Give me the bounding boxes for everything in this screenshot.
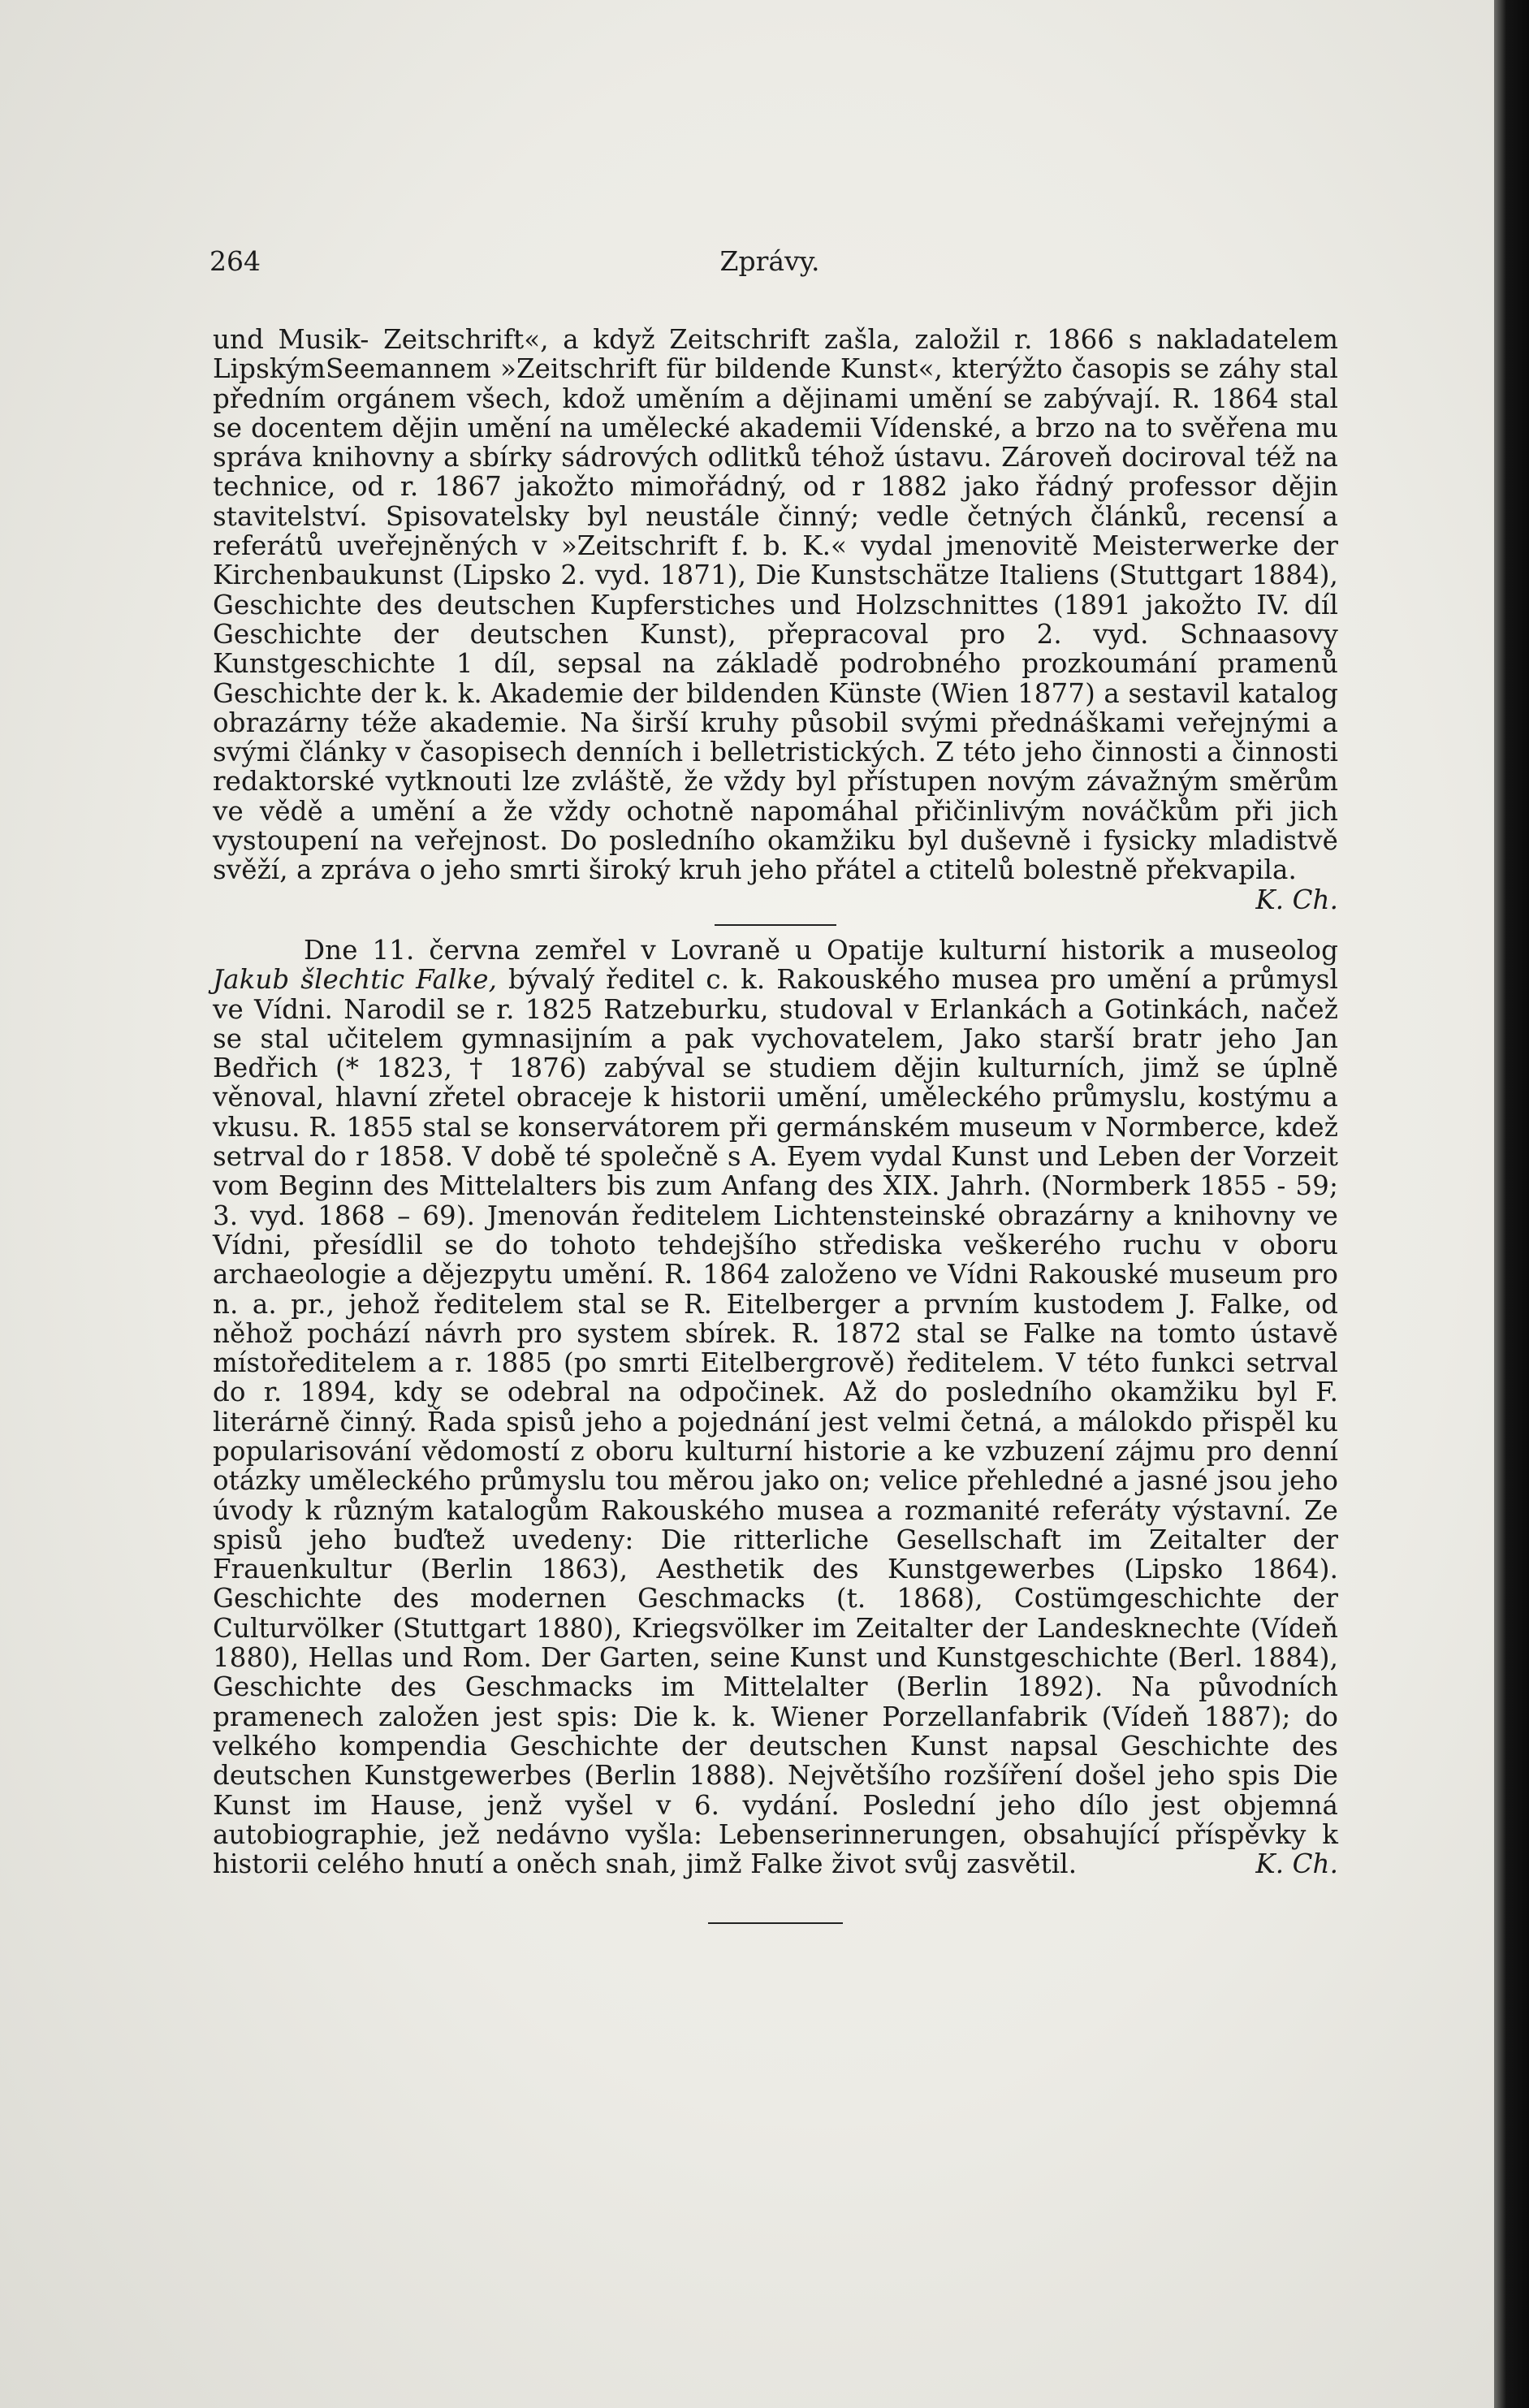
obituary-falke bbox=[213, 936, 1338, 1879]
obituary-lead: Dne 11. června zemřel v Lovraně u Opatije kulturní historik a museolog bbox=[304, 934, 1338, 966]
end-divider bbox=[708, 1922, 843, 1924]
article-text: und Musik- Zeitschrift«, a když Zeitschrift zašla, založil r. 1866 s nakladatelem LipskýmSeemannem »Zeitschrift für bildende Kunst«, kterýžto časopis se záhy stal předním orgánem všech, kdož uměním a dějinami umění se zabývají. R. 1864 stal se docentem dějin umění na umělecké akademii Vídenské, a brzo na to svěřena mu správa knihovny a sbírky sádrových odlitků téhož ústavu. Zároveň dociroval též na technice, od r. 1867 jakožto mimořádný, od r 1882 jako řádný professor dějin stavitelství. Spisovatelsky byl neustále činný; vedle četných článků, recensí a referátů uveřejněných v »Zeitschrift f. b. K.« vydal jmenovitě Meisterwerke der Kirchenbaukunst (Lipsko 2. vyd. 1871), Die Kunstschätze Italiens (Stuttgart 1884), Geschichte des deutschen Kupferstiches und Holzschnittes (1891 jakožto IV. díl Geschichte der deutschen Kunst), přepracoval pro 2. vyd. Schnaasovy Kunstgeschichte 1 díl, sepsal na základě podrobného prozkoumání pramenů Geschichte der k. k. Akademie der bildenden Künste (Wien 1877) a sestavil katalog obrazárny téže akademie. Na širší kruhy působil svými přednáškami veřejnými a svými články v časopisech denních i belletristických. Z této jeho činnosti a činnosti redaktorské vytknouti lze zvláště, že vždy byl přístupen novým závažným směrům ve vědě a umění a že vždy ochotně napomáhal přičinlivým nováčkům při jich vystoupení na veřejnost. Do posledního okamžiku byl duševně i fysicky mladistvě svěží, a zpráva o jeho smrti široký kruh jeho přátel a ctitelů bolestně překvapila. bbox=[213, 324, 1338, 886]
section-divider bbox=[715, 924, 836, 926]
page-body bbox=[213, 325, 1338, 1924]
author-signature: K. Ch. bbox=[1255, 884, 1338, 915]
page-header bbox=[209, 245, 1330, 286]
author-signature: K. Ch. bbox=[1255, 1848, 1338, 1880]
scan-border bbox=[1494, 0, 1529, 2408]
person-name: Jakub šlechtic Falke, bbox=[213, 964, 498, 996]
running-title: Zprávy. bbox=[719, 245, 820, 277]
obituary-text: bývalý ředitel c. k. Rakouského musea pro umění a průmysl ve Vídni. Narodil se r. 1825 Ratzeburku, studoval v Erlankách a Gotinkách, načež se stal učitelem gymnasijním a pak vychovatelem, Jako starší bratr jeho Jan Bedřich (* 1823, † 1876) zabýval se studiem dějin kulturních, jimž se úplně věnoval, hlavní zřetel obraceje k historii umění, uměleckého průmyslu, kostýmu a vkusu. R. 1855 stal se konservátorem při germánském museum v Normberce, kdež setrval do r 1858. V době té společně s A. Eyem vydal Kunst und Leben der Vorzeit vom Beginn des Mittelalters bis zum Anfang des XIX. Jahrh. (Normberk 1855 - 59; 3. vyd. 1868 – 69). Jmenován ředitelem Lichtensteinské obrazárny a knihovny ve Vídni, přesídlil se do tohoto tehdejšího střediska veškerého ruchu v oboru archaeologie a dějezpytu umění. R. 1864 založeno ve Vídni Rakouské museum pro n. a. pr., jehož ředitelem stal se R. Eitelberger a prvním kustodem J. Falke, od něhož pochází návrh pro system sbírek. R. 1872 stal se Falke na tomto ústavě místoředitelem a r. 1885 (po smrti Eitelbergrově) ředitelem. V této funkci setrval do r. 1894, kdy se odebral na odpočinek. Až do posledního okamžiku byl F. literárně činný. Řada spisů jeho a pojednání jest velmi četná, a málokdo přispěl ku popularisování vědomostí z oboru kulturní historie a ke vzbuzení zájmu pro denní otázky uměleckého průmyslu tou měrou jako on; velice přehledné a jasné jsou jeho úvody k různým katalogům Rakouského musea a rozmanité referáty výstavní. Ze spisů jeho buďtež uvedeny: Die ritterliche Gesellschaft im Zeitalter der Frauenkultur (Berlin 1863), Aesthetik des Kunstgewerbes (Lipsko 1864). Geschichte des modernen Geschmacks (t. 1868), Costümgeschichte der Culturvölker (Stuttgart 1880), Kriegsvölker im Zeitalter der Landesknechte (Vídeň 1880), Hellas und Rom. Der Garten, seine Kunst und Kunstgeschichte (Berl. 1884), Geschichte des Geschmacks im Mittelalter (Berlin 1892). Na původních pramenech založen jest spis: Die k. k. Wiener Porzellanfabrik (Vídeň 1887); do velkého kompendia Geschichte der deutschen Kunst napsal Geschichte des deutschen Kunstgewerbes (Berlin 1888). Největšího rozšíření došel jeho spis Die Kunst im Hause, jenž vyšel v 6. vydání. Poslední jeho dílo jest objemná autobiographie, jež nedávno vyšla: Lebenserinnerungen, obsahující příspěvky k historii celého hnutí a oněch snah, jimž Falke život svůj zasvětil. bbox=[213, 964, 1338, 1880]
page-number: 264 bbox=[209, 245, 261, 277]
article-continuation bbox=[213, 324, 1338, 915]
